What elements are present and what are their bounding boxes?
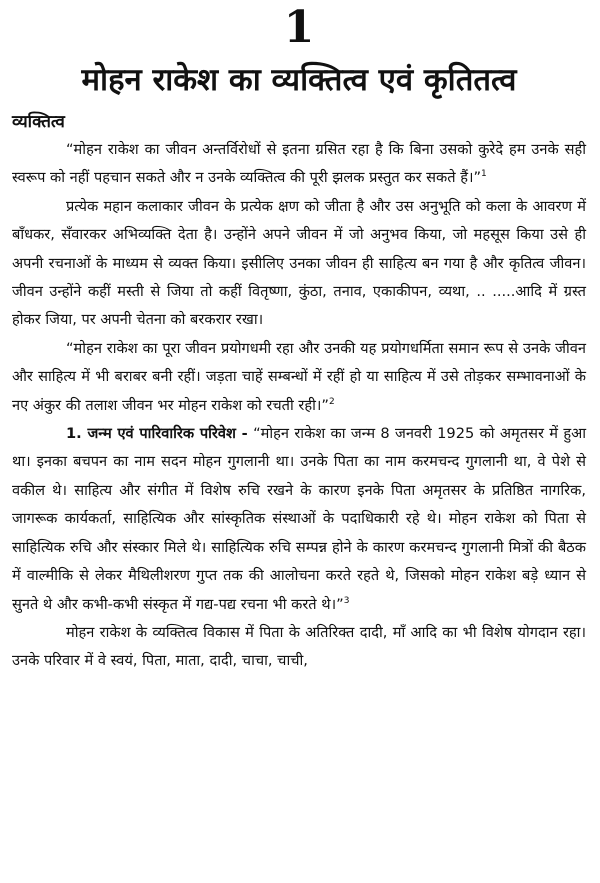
chapter-title: मोहन राकेश का व्यक्तित्व एवं कृतितत्व: [81, 62, 517, 98]
subsection-heading: 1. जन्म एवं पारिवारिक परिवेश -: [66, 425, 248, 443]
paragraph-5: [12, 619, 586, 676]
chapter-number: 1: [283, 2, 315, 53]
paragraph-quote-2: [12, 335, 586, 420]
paragraph-quote-1: [12, 136, 586, 193]
paragraph-2: [12, 193, 586, 335]
paragraph-text: मोहन राकेश के व्यक्तित्व विकास में पिता के अतिरिक्त दादी, माँ आदि का भी विशेष योगदान रहा। उनके परिवार में वे स्वयं, पिता, माता, दादी, चाचा, चाची,: [12, 623, 586, 670]
section-heading: व्यक्तित्व: [12, 112, 65, 132]
paragraph-text: “मोहन राकेश का पूरा जीवन प्रयोगधमी रहा और उनकी यह प्रयोगधर्मिता समान रूप से उनके जीवन और साहित्य में भी बराबर बनी रहीं। जड़ता चाहें सम्बन्धों में रहीं हो या साहित्य में उसे तोड़कर सम्भावनाओं के नए अंकुर की तलाश जीवन भर मोहन राकेश को रचती रही।”: [12, 339, 586, 414]
footnote-marker: 3: [343, 595, 350, 606]
paragraph-birth-family: [12, 420, 586, 619]
paragraph-text: प्रत्येक महान कलाकार जीवन के प्रत्येक क्षण को जीता है और उस अनुभूति को कला के आवरण में बाँधकर, सँवारकर अभिव्यक्ति देता है। उन्होंने अपने जीवन में जो अनुभव किया, जो महसूस किया उसे ही अपनी रचनाओं के माध्यम से व्यक्त किया। इसीलिए उनका जीवन ही साहित्य बन गया है और कृतित्व जीवन। जीवन उन्होंने कहीं मस्ती से जिया तो कहीं वितृष्णा, कुंठा, तनाव, एकाकीपन, व्यथा, .. .....आदि में ग्रस्त होकर जिया, पर अपनी चेतना को बरकरार रखा।: [12, 197, 586, 329]
footnote-marker: 2: [329, 396, 335, 407]
paragraph-text: “मोहन राकेश का जन्म 8 जनवरी 1925 को अमृतसर में हुआ था। इनका बचपन का नाम सदन मोहन गुगलानी था। उनके पिता का नाम करमचन्द गुगलानी था, वे पेशे से वकील थे। साहित्य और संगीत में विशेष रुचि रखने के कारण इनके पिता अमृतसर के प्रतिष्ठित नागरिक, जागरूक कार्यकर्ता, साहित्यिक और सांस्कृतिक संस्थाओं के पदाधिकारी रहे थे। मोहन राकेश को पिता से साहित्यिक रुचि और संस्कार मिले थे। साहित्यिक रुचि सम्पन्न होने के कारण करमचन्द गुगलानी मित्रों की बैठक में वाल्मीकि से लेकर मैथिलीशरण गुप्त तक की आलोचना करते रहते थे, जिसको मोहन राकेश बड़े ध्यान से सुनते थे और कभी-कभी संस्कृत में गद्य-पद्य रचना भी करते थे।”: [12, 425, 586, 613]
footnote-marker: 1: [481, 169, 487, 180]
paragraph-text: “मोहन राकेश का जीवन अन्तर्विरोधों से इतना ग्रसित रहा है कि बिना उसको कुरेदे हम उनके सही स्वरूप को नहीं पहचान सकते और न उनके व्यक्तित्व की पूरी झलक प्रस्तुत कर सकते हैं।”: [12, 141, 586, 187]
